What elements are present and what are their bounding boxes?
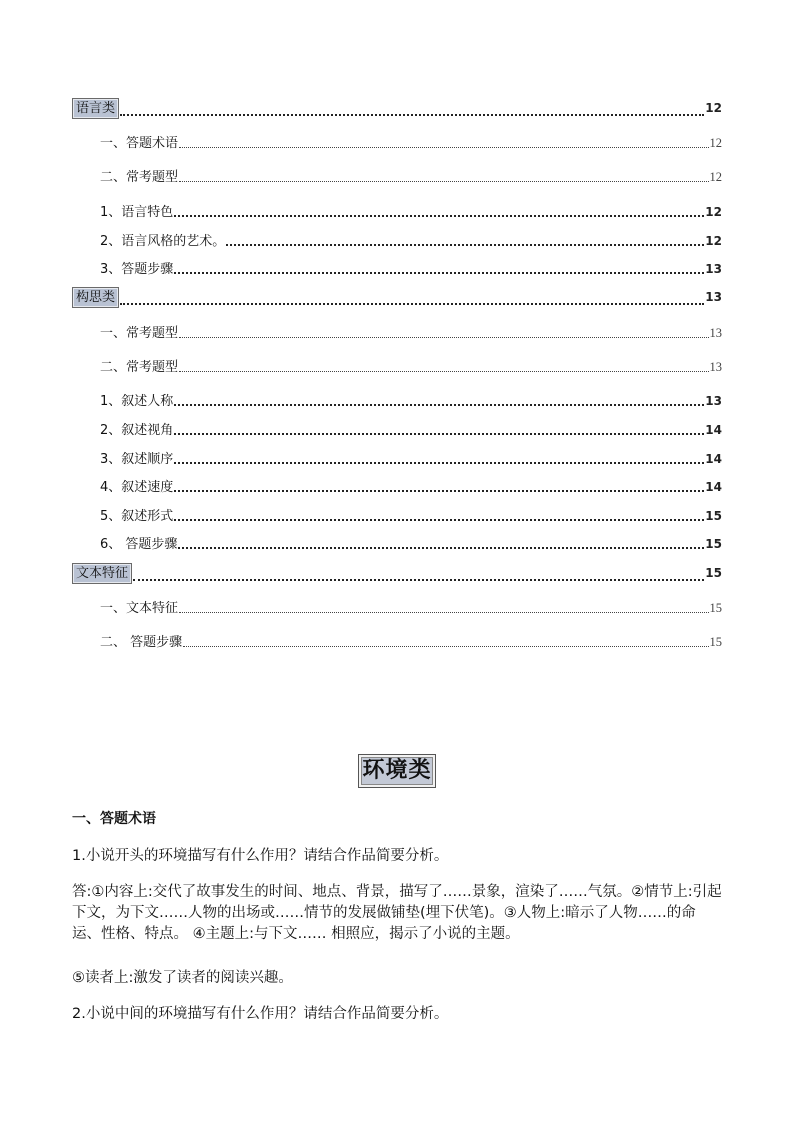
toc-entry[interactable] <box>100 505 722 524</box>
toc-entry[interactable] <box>100 533 722 552</box>
toc-leader <box>174 432 704 435</box>
toc-label: 5、叙述形式 <box>100 509 174 524</box>
toc-label <box>72 98 119 119</box>
toc-leader <box>226 243 704 246</box>
toc-label <box>72 563 132 584</box>
toc-entry[interactable] <box>100 356 722 375</box>
toc-entry[interactable] <box>100 230 722 249</box>
toc-label: 二、常考题型 <box>100 360 179 375</box>
toc-leader <box>120 113 704 116</box>
toc-leader <box>174 214 704 217</box>
toc-page-number: 12 <box>705 205 722 219</box>
toc-leader <box>174 489 704 492</box>
toc-entry[interactable] <box>100 166 722 185</box>
toc-leader <box>183 645 708 647</box>
toc-page-number: 12 <box>709 170 722 184</box>
toc-page-number: 15 <box>705 509 722 523</box>
question-2: 2.小说中间的环境描写有什么作用？请结合作品简要分析。 <box>72 1006 449 1022</box>
toc-leader <box>174 518 704 521</box>
toc-label: 3、答题步骤 <box>100 262 174 277</box>
answer-1: 答:①内容上:交代了故事发生的时间、地点、背景，描写了……景象，渲染了……气氛。②情节上:引起下文，为下文……人物的出场或……情节的发展做铺垫(埋下伏笔)。③人物上:暗示了人物……的命运、性格、特点。 ④主题上:与下文…… 相照应，揭示了小说的主题。 <box>72 884 722 942</box>
toc-page-number: 13 <box>705 394 722 408</box>
toc-label <box>72 287 119 308</box>
toc-page-number: 13 <box>709 360 722 374</box>
toc-entry[interactable] <box>100 132 722 151</box>
toc-leader <box>174 461 704 464</box>
toc-page-number: 12 <box>709 136 722 150</box>
toc-entry[interactable] <box>100 322 722 341</box>
toc-label: 二、 答题步骤 <box>100 635 183 650</box>
toc-leader <box>178 546 704 549</box>
toc-leader <box>179 146 708 148</box>
toc-entry[interactable] <box>100 448 722 467</box>
toc-section-box: 文本特征 <box>72 563 132 584</box>
toc-page-number: 13 <box>709 326 722 340</box>
toc-page-number: 15 <box>709 601 722 615</box>
toc-section-box: 语言类 <box>72 98 119 119</box>
toc-leader <box>179 336 708 338</box>
toc-label: 2、叙述视角 <box>100 423 174 438</box>
toc-entry[interactable] <box>100 390 722 409</box>
toc-label: 一、文本特征 <box>100 601 179 616</box>
toc-page-number: 14 <box>705 423 722 437</box>
toc-entry[interactable] <box>72 287 722 308</box>
toc-page-number: 13 <box>705 262 722 276</box>
toc-leader <box>174 403 704 406</box>
toc-label: 二、常考题型 <box>100 170 179 185</box>
toc-page-number: 15 <box>705 566 722 580</box>
toc-page-number: 14 <box>705 480 722 494</box>
toc-leader <box>179 180 708 182</box>
toc-entry[interactable] <box>100 258 722 277</box>
toc-page-number: 15 <box>705 537 722 551</box>
toc-page-number: 12 <box>705 234 722 248</box>
toc-label: 1、语言特色 <box>100 205 174 220</box>
toc-page-number: 14 <box>705 452 722 466</box>
toc-page-number: 12 <box>705 101 722 115</box>
answer-1-continued: ⑤读者上:激发了读者的阅读兴趣。 <box>72 970 293 986</box>
toc-entry[interactable] <box>72 563 722 584</box>
toc-leader <box>174 271 704 274</box>
toc-entry[interactable] <box>100 419 722 438</box>
toc-leader <box>179 370 708 372</box>
toc-section-box: 构思类 <box>72 287 119 308</box>
subheading: 一、答题术语 <box>72 811 156 827</box>
toc-entry[interactable] <box>100 597 722 616</box>
toc-label: 4、叙述速度 <box>100 480 174 495</box>
question-1: 1.小说开头的环境描写有什么作用？请结合作品简要分析。 <box>72 848 449 864</box>
toc-label: 一、答题术语 <box>100 136 179 151</box>
toc-page-number: 15 <box>709 635 722 649</box>
toc-label: 1、叙述人称 <box>100 394 174 409</box>
section-title: 环境类 <box>358 754 436 788</box>
toc-leader <box>120 302 704 305</box>
toc-entry[interactable] <box>100 201 722 220</box>
toc-label: 6、 答题步骤 <box>100 537 178 552</box>
toc-label: 3、叙述顺序 <box>100 452 174 467</box>
toc-label: 一、常考题型 <box>100 326 179 341</box>
toc-entry[interactable] <box>100 476 722 495</box>
toc-leader <box>133 578 704 581</box>
toc-label: 2、语言风格的艺术。 <box>100 234 226 249</box>
toc-leader <box>179 611 708 613</box>
toc-entry[interactable] <box>100 631 722 650</box>
toc-page-number: 13 <box>705 290 722 304</box>
toc-entry[interactable] <box>72 98 722 119</box>
